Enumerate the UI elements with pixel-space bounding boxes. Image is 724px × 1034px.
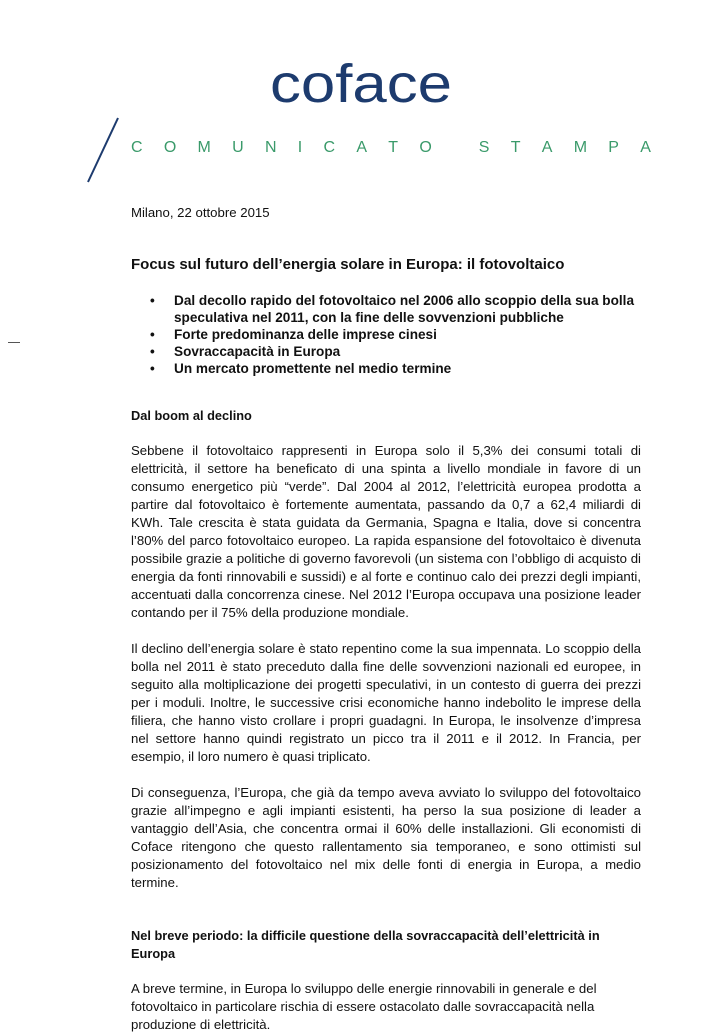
header-title-letter: O xyxy=(163,139,177,156)
coface-logo xyxy=(270,60,452,110)
document-date: Milano, 22 ottobre 2015 xyxy=(131,205,270,220)
section-heading: Dal boom al declino xyxy=(131,408,252,423)
body-paragraph: Il declino dell’energia solare è stato repentino come la sua impennata. Lo scoppio della bolla nel 2011 è stato preceduto dalla fine delle sovvenzioni nazionali ed europee, in seguito alla moltiplicazione dei progetti speculativi, in un contesto di guerra dei prezzi per i moduli. Inoltre, le successive crisi economiche hanno indebolito le imprese della filiera, che hanno visto crollare i propri guadagni. In Europa, le insolvenze d’impresa nel settore hanno quindi registrato un picco tra il 2011 e il 2012. In Francia, per esempio, il loro numero è quasi triplicato. xyxy=(131,641,641,764)
header-title-gap xyxy=(453,139,457,157)
document-title: Focus sul futuro dell’energia solare in Europa: il fotovoltaico xyxy=(131,256,565,273)
header-title xyxy=(131,139,651,157)
header-title-letter: N xyxy=(264,139,277,156)
header-title-letter: P xyxy=(608,139,619,156)
bullet-item: • Sovraccapacità in Europa xyxy=(150,344,341,359)
header-title-letter: U xyxy=(232,139,244,156)
header-title-letter: S xyxy=(478,139,490,156)
header-title-letter: O xyxy=(419,139,432,156)
margin-mark xyxy=(8,342,20,343)
header-title-letter: A xyxy=(640,139,651,156)
header-title-letter: A xyxy=(541,139,553,156)
document-body xyxy=(131,204,641,1034)
bullet-item: • Un mercato promettente nel medio termine xyxy=(150,361,452,376)
bullet-icon: • xyxy=(150,361,155,376)
svg-text:coface: coface xyxy=(270,60,452,110)
section-heading: Nel breve periodo: la difficile questione della sovraccapacità dell’elettricità in Europa xyxy=(131,928,600,961)
header-title-letter: T xyxy=(510,139,521,156)
body-paragraph: Sebbene il fotovoltaico rappresenti in Europa solo il 5,3% dei consumi totali di elettricità, il settore ha beneficato di una spinta a livello mondiale in favore di un consumo energetico più “verde”. Dal 2004 al 2012, l’elettricità europea prodotta a partire dal fotovoltaico è fortemente aumentata, passando da 0,7 a 62,4 miliardi di KWh. Tale crescita è stata guidata da Germania, Spagna e Italia, dove si concentra l’80% del parco fotovoltaico europeo. La rapida espansione del fotovoltaico è divenuta possibile grazie a politiche di governo favorevoli (un sistema con l’obbligo di acquisto di energia da fonti rinnovabili e sussidi) e al forte e continuo calo dei prezzi degli impianti, accentuati dalla concorrenza cinese. Nel 2012 l’Europa occupava una posizione leader contando per il 75% della produzione mondiale. xyxy=(131,443,641,620)
header-title-letter: I xyxy=(297,139,303,156)
header-title-letter: T xyxy=(388,139,399,156)
bullet-item: • Forte predominanza delle imprese cinesi xyxy=(150,327,437,342)
header-slash-divider xyxy=(82,116,122,184)
bullet-icon: • xyxy=(150,293,155,308)
body-paragraph: A breve termine, in Europa lo sviluppo delle energie rinnovabili in generale e del fotovoltaico in particolare rischia di essere ostacolato dalle sovraccapacità nella produzione di elettricità. xyxy=(131,981,597,1032)
bullet-icon: • xyxy=(150,344,155,359)
summary-bullet-list xyxy=(131,292,641,377)
header-title-letter: C xyxy=(323,139,336,156)
header-title-letter: C xyxy=(131,139,143,156)
body-paragraph: Di conseguenza, l’Europa, che già da tempo aveva avviato lo sviluppo del fotovoltaico grazie all’impegno e agli impianti esistenti, ha perso la sua posizione di leader a vantaggio dell’Asia, che concentra ormai il 60% delle installazioni. Gli economisti di Coface ritengono che questo rallentamento sia temporaneo, e sono ottimisti sul posizionamento del fotovoltaico nel mix delle fonti di energia in Europa, a medio termine. xyxy=(131,785,641,890)
bullet-icon: • xyxy=(150,327,155,342)
header-title-letter: M xyxy=(573,139,588,156)
header-title-letter: A xyxy=(356,139,368,156)
bullet-item: • Dal decollo rapido del fotovoltaico nel 2006 allo scoppio della sua bolla speculativa nel 2011, con la fine delle sovvenzioni pubbliche xyxy=(150,293,635,325)
header-title-letter: M xyxy=(197,139,211,156)
